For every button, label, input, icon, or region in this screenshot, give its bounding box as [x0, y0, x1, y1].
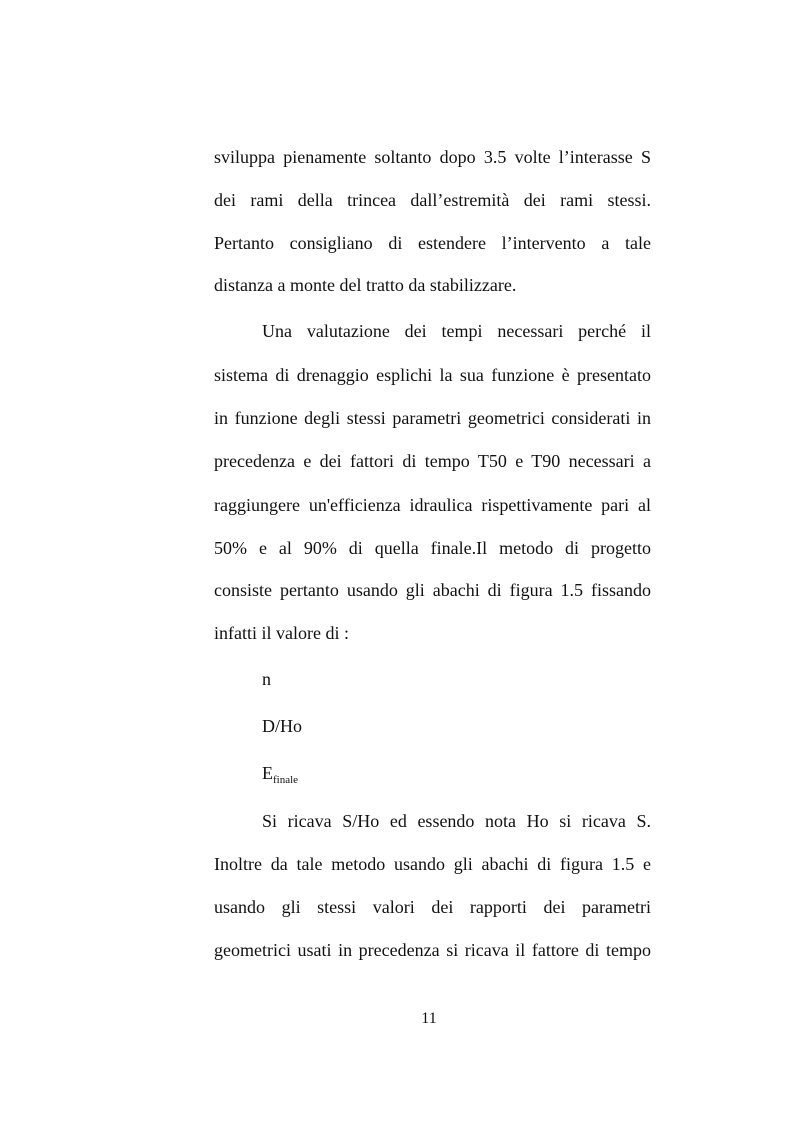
paragraph3-line-4: geometrici usati in precedenza si ricava il fattore di tempo — [214, 940, 651, 960]
paragraph3-line-3: usando gli stessi valori dei rapporti dei parametri — [214, 897, 651, 917]
parameter-n: n — [262, 669, 271, 689]
paragraph1-line-3: Pertanto consigliano di estendere l’intervento a tale — [214, 233, 651, 253]
parameter-d-ho: D/Ho — [262, 716, 302, 736]
paragraph2-line-1: Una valutazione dei tempi necessari perché il — [262, 321, 651, 341]
paragraph2-line-6: 50% e al 90% di quella finale.Il metodo di progetto — [214, 538, 651, 558]
paragraph2-line-5: raggiungere un'efficienza idraulica rispettivamente pari al — [214, 495, 651, 515]
paragraph2-line-4: precedenza e dei fattori di tempo T50 e T90 necessari a — [214, 451, 651, 471]
parameter-e-subscript: finale — [273, 774, 299, 786]
paragraph2-line-7: consiste pertanto usando gli abachi di figura 1.5 fissando — [214, 580, 651, 600]
paragraph1-line-2: dei rami della trincea dall’estremità dei rami stessi. — [214, 190, 651, 210]
paragraph2-line-2: sistema di drenaggio esplichi la sua funzione è presentato — [214, 365, 651, 385]
paragraph3-line-1: Si ricava S/Ho ed essendo nota Ho si ricava S. — [262, 811, 651, 831]
parameter-e-finale — [262, 763, 299, 786]
paragraph2-line-3: in funzione degli stessi parametri geometrici considerati in — [214, 408, 651, 428]
page-number: 11 — [421, 1010, 437, 1027]
paragraph3-line-2: Inoltre da tale metodo usando gli abachi di figura 1.5 e — [214, 854, 651, 874]
paragraph1-line-4: distanza a monte del tratto da stabilizzare. — [214, 275, 517, 295]
paragraph1-line-1: sviluppa pienamente soltanto dopo 3.5 volte l’interasse S — [214, 147, 651, 167]
paragraph2-line-8: infatti il valore di : — [214, 623, 349, 643]
parameter-e-main: E — [262, 763, 273, 783]
